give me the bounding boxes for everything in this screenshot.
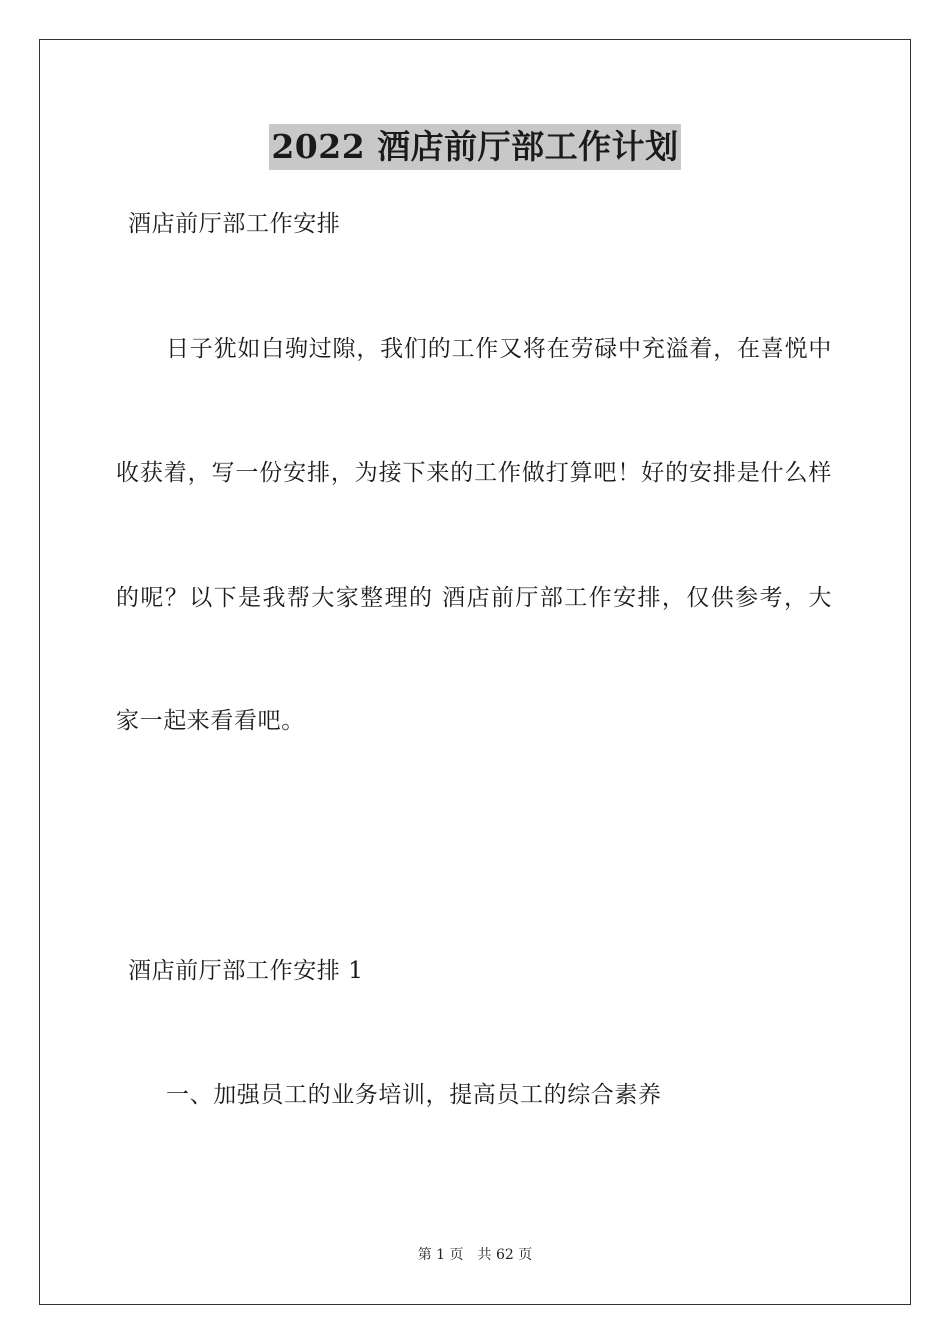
document-subtitle: 酒店前厅部工作安排 [128, 211, 341, 237]
list-item-one: 一、加强员工的业务培训，提高员工的综合素养 [166, 1082, 662, 1108]
intro-line-1: 日子犹如白驹过隙，我们的工作又将在劳碌中充溢着，在喜悦中 [166, 336, 832, 362]
document-title: 2022 酒店前厅部工作计划 [269, 124, 680, 170]
intro-line-4: 家一起来看看吧。 [116, 708, 305, 734]
section-heading: 酒店前厅部工作安排 1 [128, 958, 364, 984]
intro-line-3: 的呢？以下是我帮大家整理的 酒店前厅部工作安排，仅供参考，大 [116, 585, 832, 611]
page-footer: 第 1 页 共 62 页 [417, 1247, 533, 1263]
intro-line-2: 收获着，写一份安排，为接下来的工作做打算吧！好的安排是什么样 [116, 460, 832, 486]
title-container [0, 124, 950, 170]
